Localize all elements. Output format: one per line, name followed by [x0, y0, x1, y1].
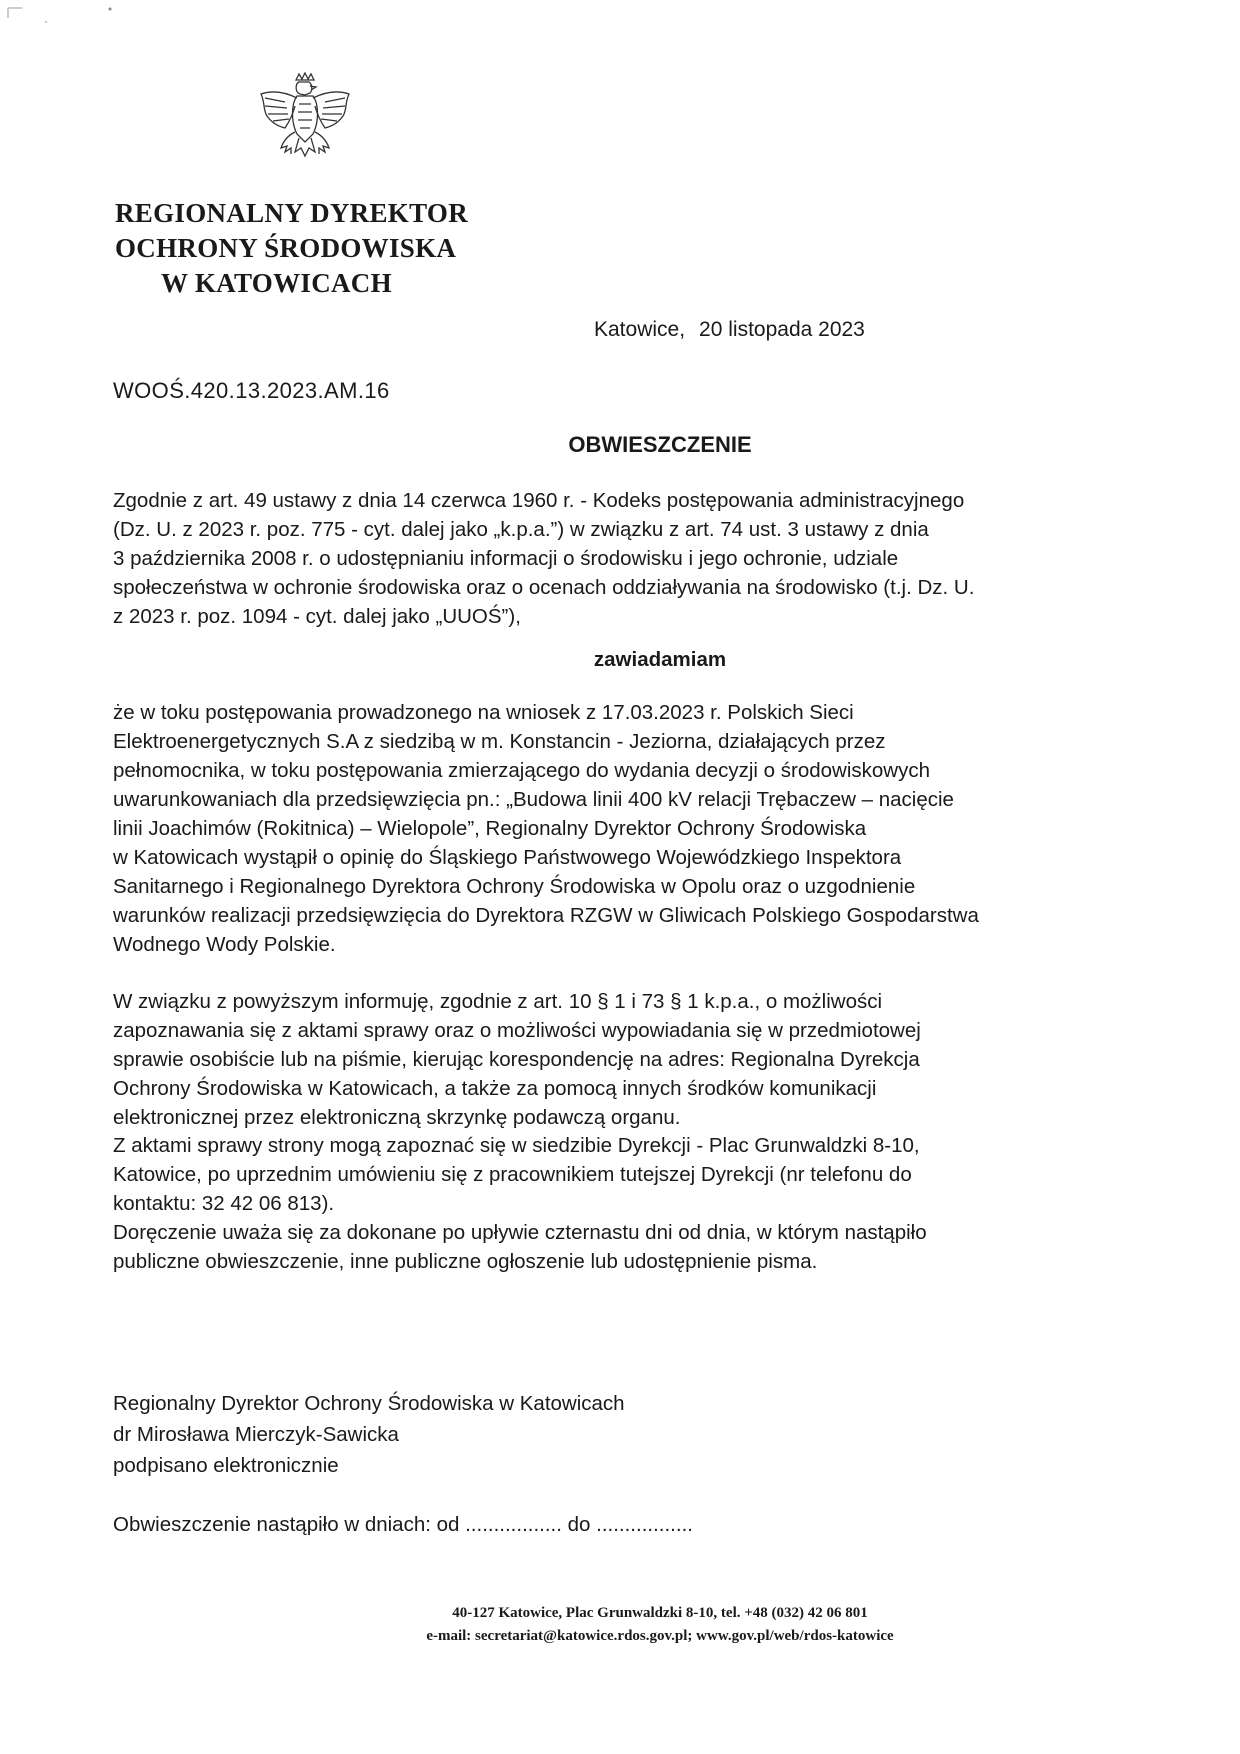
text-line: z 2023 r. poz. 1094 - cyt. dalej jako „UUOŚ”), — [113, 605, 521, 628]
footer-email-web: e-mail: secretariat@katowice.rdos.gov.pl; www.gov.pl/web/rdos-katowice — [426, 1628, 894, 1644]
text-line: kontaktu: 32 42 06 813). — [113, 1192, 335, 1215]
place: Katowice, — [594, 318, 686, 341]
notice-word: zawiadamiam — [593, 648, 727, 671]
text-line: publiczne obwieszczenie, inne publiczne ogłoszenie lub udostępnienie pisma. — [113, 1250, 818, 1273]
text-line: Ochrony Środowiska w Katowicach, a także za pomocą innych środków komunikacji — [113, 1077, 877, 1100]
signatory-name: dr Mirosława Mierczyk-Sawicka — [113, 1423, 399, 1446]
legal-basis-paragraph — [113, 486, 1083, 631]
authority-line: REGIONALNY DYREKTOR — [115, 198, 468, 228]
text-line: (Dz. U. z 2023 r. poz. 775 - cyt. dalej jako „k.p.a.”) w związku z art. 74 ust. 3 ustawy z dnia — [113, 518, 929, 541]
text-line: W związku z powyższym informuję, zgodnie z art. 10 § 1 i 73 § 1 k.p.a., o możliwości — [113, 990, 883, 1013]
case-reference: WOOŚ.420.13.2023.AM.16 — [113, 378, 390, 403]
text-line: zapoznawania się z aktami sprawy oraz o możliwości wypowiadania się w przedmiotowej — [113, 1019, 921, 1042]
signatory-title: Regionalny Dyrektor Ochrony Środowiska w Katowicach — [113, 1392, 625, 1415]
text-line: elektronicznej przez elektroniczną skrzynkę podawczą organu. — [113, 1106, 681, 1129]
signature-note: podpisano elektronicznie — [113, 1454, 339, 1477]
text-line: 3 października 2008 r. o udostępnianiu informacji o środowisku i jego ochronie, udziale — [113, 547, 899, 570]
delivery-paragraph — [113, 1218, 1083, 1276]
text-line: Zgodnie z art. 49 ustawy z dnia 14 czerwca 1960 r. - Kodeks postępowania administracyjnego — [113, 489, 965, 512]
footer-contact — [0, 1602, 1240, 1648]
file-access-paragraph — [113, 1131, 1083, 1218]
text-line: Wodnego Wody Polskie. — [113, 933, 336, 956]
text-line: Z aktami sprawy strony mogą zapoznać się w siedzibie Dyrekcji - Plac Grunwaldzki 8-10, — [113, 1134, 920, 1157]
text-line: sprawie osobiście lub na piśmie, kierując korespondencję na adres: Regionalna Dyrekcja — [113, 1048, 920, 1071]
information-paragraph — [113, 987, 1083, 1132]
text-line: Elektroenergetycznych S.A z siedzibą w m. Konstancin - Jeziorna, działających przez — [113, 730, 886, 753]
text-line: że w toku postępowania prowadzonego na wniosek z 17.03.2023 r. Polskich Sieci — [113, 701, 854, 724]
polish-eagle-emblem-icon — [255, 72, 355, 168]
posting-period-line: Obwieszczenie nastąpiło w dniach: od ................. do ................. — [113, 1513, 693, 1536]
issuing-authority — [115, 196, 468, 301]
text-line: linii Joachimów (Rokitnica) – Wielopole”, Regionalny Dyrektor Ochrony Środowiska — [113, 817, 867, 840]
document-title: OBWIESZCZENIE — [568, 432, 752, 457]
footer-address: 40-127 Katowice, Plac Grunwaldzki 8-10, tel. +48 (032) 42 06 801 — [452, 1605, 868, 1621]
text-line: uwarunkowaniach dla przedsięwzięcia pn.: „Budowa linii 400 kV relacji Trębaczew – nacięcie — [113, 788, 954, 811]
place-and-date — [594, 318, 865, 342]
text-line: Sanitarnego i Regionalnego Dyrektora Ochrony Środowiska w Opolu oraz o uzgodnienie — [113, 875, 916, 898]
authority-line: W KATOWICACH — [161, 268, 392, 298]
signature-block — [113, 1388, 625, 1481]
text-line: społeczeństwa w ochronie środowiska oraz o ocenach oddziaływania na środowisko (t.j. Dz. U. — [113, 576, 975, 599]
text-line: Doręczenie uważa się za dokonane po upływie czternastu dni od dnia, w którym nastąpiło — [113, 1221, 927, 1244]
date: 20 listopada 2023 — [699, 318, 865, 341]
main-notice-paragraph — [113, 698, 1083, 959]
text-line: pełnomocnika, w toku postępowania zmierzającego do wydania decyzji o środowiskowych — [113, 759, 931, 782]
text-line: Katowice, po uprzednim umówieniu się z pracownikiem tutejszej Dyrekcji (nr telefonu do — [113, 1163, 912, 1186]
text-line: warunków realizacji przedsięwzięcia do Dyrektora RZGW w Gliwicach Polskiego Gospodarstwa — [113, 904, 979, 927]
authority-line: OCHRONY ŚRODOWISKA — [115, 233, 457, 263]
text-line: w Katowicach wystąpił o opinię do Śląskiego Państwowego Wojewódzkiego Inspektora — [113, 846, 902, 869]
scan-artifact-mark — [6, 4, 116, 24]
